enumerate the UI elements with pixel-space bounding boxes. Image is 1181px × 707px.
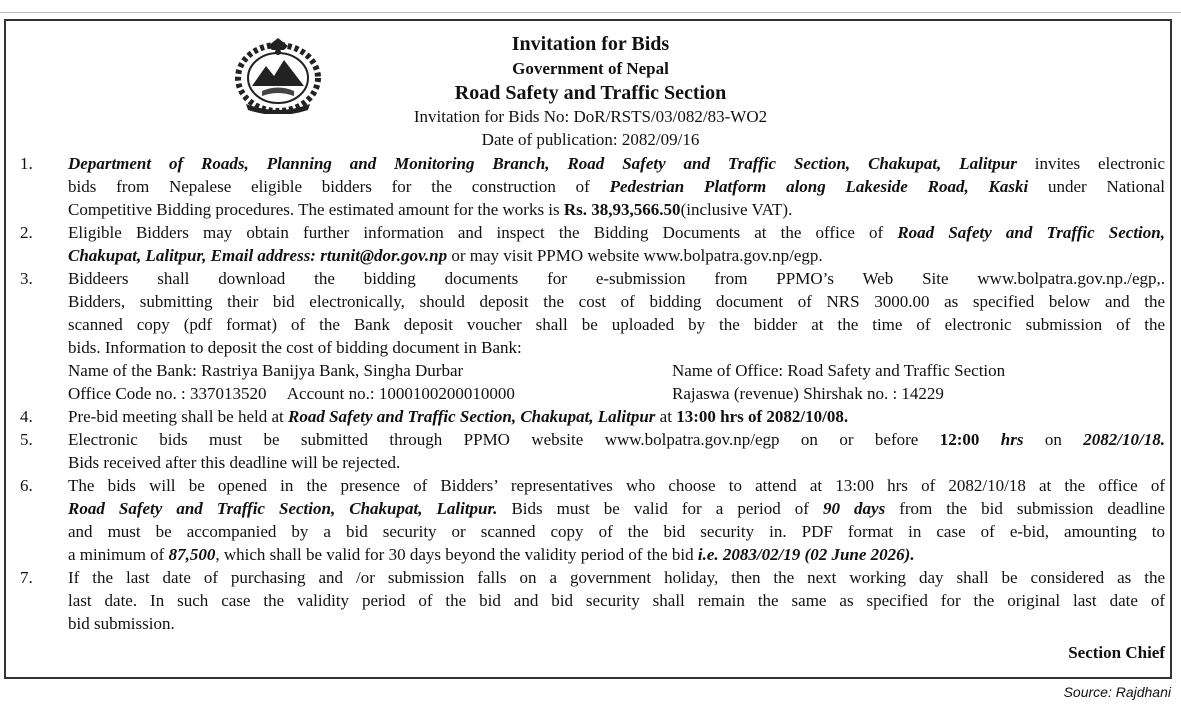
clause-text	[68, 497, 1165, 520]
clause-line	[0, 543, 1181, 566]
clause-line	[0, 244, 1181, 267]
text-run: bids from Nepalese eligible bidders for the construction of	[68, 177, 610, 196]
clause-text	[68, 451, 1165, 474]
clause-text	[68, 520, 1165, 543]
top-rule	[0, 12, 1181, 13]
text-run: last date. In such case the validity period of the bid and bid security shall remain the same as specified for the original last date of	[68, 591, 1165, 610]
text-run: Road Safety and Traffic Section, Chakupat, Lalitpur.	[68, 499, 498, 518]
bank-info-line	[0, 359, 1181, 382]
clause-number: 2.	[20, 223, 33, 242]
text-run: under National	[1028, 177, 1165, 196]
text-run: (inclusive VAT).	[680, 200, 793, 219]
clause-text	[68, 152, 1165, 175]
clause-line	[0, 198, 1181, 221]
text-run: and must be accompanied by a bid security or scanned copy of the bid security in. PDF format in case of e-bid, amounting to	[68, 522, 1165, 541]
clause-line	[0, 451, 1181, 474]
bank-info-right: Rajaswa (revenue) Shirshak no. : 14229	[672, 384, 944, 403]
clause-number: 1.	[20, 154, 33, 173]
clause-text	[68, 175, 1165, 198]
text-run: on	[1023, 430, 1084, 449]
source-credit: Source: Rajdhani	[1063, 684, 1171, 700]
text-run: Biddeers shall download the bidding documents for e-submission from PPMO’s Web Site www.bolpatra.gov.np./egp,.	[68, 269, 1165, 288]
bank-info-line	[0, 382, 1181, 405]
text-run: bids. Information to deposit the cost of bidding document in Bank:	[68, 338, 522, 357]
clause-text	[68, 221, 1165, 244]
clause-text	[68, 336, 1165, 359]
notice-title: Invitation for Bids	[511, 33, 670, 55]
text-run: i.e. 2083/02/19 (02 June 2026).	[697, 545, 915, 564]
clause-line	[0, 589, 1181, 612]
clause-text	[68, 566, 1165, 589]
clause-line	[0, 290, 1181, 313]
text-run: Eligible Bidders may obtain further information and inspect the Bidding Documents at the office of	[68, 223, 898, 242]
text-run: Pedestrian Platform along Lakeside Road, Kaski	[609, 177, 1029, 196]
clause-number: 7.	[20, 568, 33, 587]
clause-line	[0, 520, 1181, 543]
text-run: The bids will be opened in the presence of Bidders’ representatives who choose to attend at 13:00 hrs of 2082/10/18 at the office of	[68, 476, 1165, 495]
clause-line	[0, 497, 1181, 520]
text-run: 90 days	[822, 499, 886, 518]
section-name: Road Safety and Traffic Section	[454, 82, 727, 104]
text-run: Electronic bids must be submitted through PPMO website www.bolpatra.gov.np/egp on or before	[68, 430, 940, 449]
text-run: Bids received after this deadline will be rejected.	[68, 453, 401, 472]
text-run: at	[655, 407, 677, 426]
text-run: Chakupat, Lalitpur, Email address: rtunit@dor.gov.np	[68, 246, 448, 265]
signature-label: Section Chief	[1068, 643, 1165, 662]
text-run: 12:00	[939, 430, 1001, 449]
clause-text	[68, 428, 1165, 451]
clause-text	[68, 589, 1165, 612]
clause-text	[68, 543, 1165, 566]
clause-number: 3.	[20, 269, 33, 288]
government-name: Government of Nepal	[512, 59, 669, 78]
clause-line	[0, 313, 1181, 336]
clause-line	[0, 221, 1181, 244]
text-run: 2082/10/18.	[1083, 430, 1165, 449]
text-run: hrs	[1000, 430, 1024, 449]
clause-line	[0, 612, 1181, 635]
clause-text	[68, 198, 1165, 221]
text-run: a minimum of	[68, 545, 169, 564]
publication-date: Date of publication: 2082/09/16	[481, 130, 700, 149]
clause-line	[0, 566, 1181, 589]
clause-text	[68, 267, 1165, 290]
clause-text	[68, 313, 1165, 336]
ifb-number: Invitation for Bids No: DoR/RSTS/03/082/83-WO2	[413, 107, 768, 126]
text-run: bid submission.	[68, 614, 175, 633]
clause-line	[0, 152, 1181, 175]
clause-number: 5.	[20, 430, 33, 449]
clause-text	[68, 405, 1165, 428]
text-run: Rs. 38,93,566.50	[563, 200, 681, 219]
text-run: Competitive Bidding procedures. The estimated amount for the works is	[68, 200, 564, 219]
text-run: Pre-bid meeting shall be held at	[68, 407, 288, 426]
clause-line	[0, 175, 1181, 198]
text-run: Bids must be valid for a period of	[497, 499, 823, 518]
clause-text	[68, 474, 1165, 497]
text-run: Road Safety and Traffic Section,	[897, 223, 1165, 242]
clause-line	[0, 428, 1181, 451]
clause-line	[0, 267, 1181, 290]
clause-line	[0, 336, 1181, 359]
text-run: 13:00 hrs of 2082/10/08.	[676, 407, 849, 426]
text-run: 87,500	[168, 545, 216, 564]
clause-line	[0, 405, 1181, 428]
text-run: or may visit PPMO website www.bolpatra.gov.np/egp.	[447, 246, 823, 265]
clause-text	[68, 612, 1165, 635]
text-run: invites electronic	[1016, 154, 1166, 173]
clause-number: 6.	[20, 476, 33, 495]
text-run: Bidders, submitting their bid electronically, should deposit the cost of bidding document of NRS 3000.00 as specified below and the	[68, 292, 1165, 311]
bank-info-left: Office Code no. : 337013520 Account no.: 1000100200010000	[68, 384, 515, 403]
text-run: Road Safety and Traffic Section, Chakupat, Lalitpur	[288, 407, 656, 426]
bank-info-right: Name of Office: Road Safety and Traffic Section	[672, 361, 1006, 380]
text-run: , which shall be valid for 30 days beyond the validity period of the bid	[215, 545, 698, 564]
text-run: from the bid submission deadline	[885, 499, 1165, 518]
text-run: If the last date of purchasing and /or submission falls on a government holiday, then the next working day shall be considered as the	[68, 568, 1165, 587]
clause-number: 4.	[20, 407, 33, 426]
text-run: Department of Roads, Planning and Monitoring Branch, Road Safety and Traffic Section, Chakupat, Lalitpur	[68, 154, 1017, 173]
text-run: scanned copy (pdf format) of the Bank deposit voucher shall be uploaded by the bidder at the time of electronic submission of the	[68, 315, 1165, 334]
clause-text	[68, 290, 1165, 313]
clause-line	[0, 474, 1181, 497]
bank-info-left: Name of the Bank: Rastriya Banijya Bank, Singha Durbar	[68, 361, 464, 380]
clause-text	[68, 244, 1165, 267]
